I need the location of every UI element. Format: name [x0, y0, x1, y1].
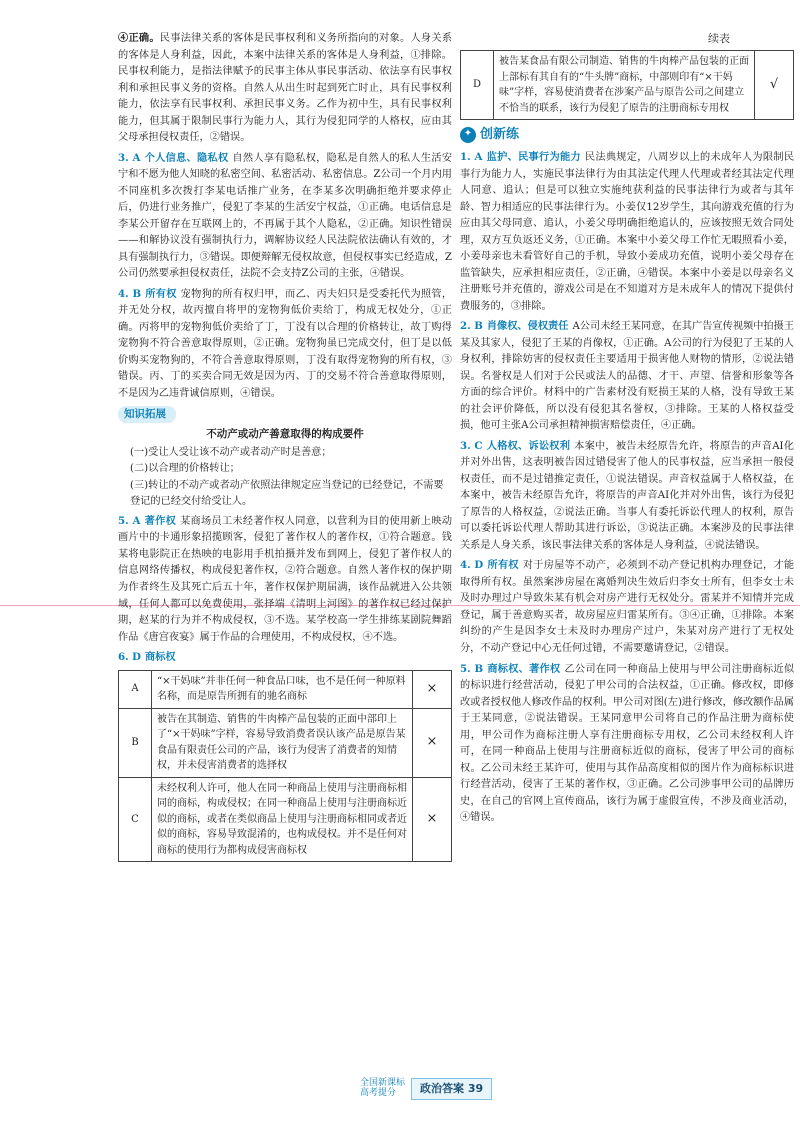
- topic-tag: 商标权、著作权: [487, 662, 561, 675]
- question-number: 4. D: [460, 559, 484, 572]
- question-number: 3. C: [460, 439, 483, 452]
- section-heading: ✦ 创新练: [460, 124, 794, 145]
- answer-q5: 5. A 著作权 某商场员工未经著作权人同意，以营利为目的使用新上映动画片中的卡通形象招揽顾客，侵犯了著作权人的著作权，①符合题意。钱某将电影院正在热映的电影用手机拍摄并发布到网上，侵犯了著作权人的信息网络传播权，构成侵犯著作权，②符合题意。自然人著作权的保护期为作者终生及其死亡后五十年，著作权保护期届满，该作品就进入公共领域，任何人都可以免费使用，张择端《清明上河图》的著作权已经过保护期，赵某的行为并不构成侵权，③不选。某学校高一学生排练某剧院舞蹈作品《唐宫夜宴》属于作品的合理使用，不构成侵权，④不选。: [118, 514, 453, 643]
- question-number: 3. A: [118, 151, 141, 164]
- table-row: C 未经权利人许可，他人在同一种商品上使用与注册商标相同的商标，构成侵权；在同一种商品上使用与注册商标近似的商标，或者在类似商品上使用与注册商标相同或者近似的商标，容易导致混淆的，也构成侵权。并不是任何对商标的使用行为都构成侵害商标权 ×: [119, 777, 452, 862]
- cross-mark-icon: ×: [413, 670, 452, 708]
- right-column: [460, 48, 794, 830]
- answer-q4: 4. D 所有权 对于房屋等不动产，必须到不动产登记机构办理登记，才能取得所有权。虽然案涉房屋在离婚判决生效后归李女士所有，但李女士未及时办理过户导致朱某有机会对房产进行无权处分。雷某并不知情并完成登记，属于善意购买者，故房屋应归雷某所有。③④正确，①排除。本案纠纷的产生是因李女士未及时办理房产过户，朱某对房产进行了无权处分，不动产登记中心无任何过错，不需要邀请登记，②错误。: [460, 559, 795, 654]
- lightbulb-icon: ✦: [460, 127, 476, 143]
- topic-tag: 肖像权、侵权责任: [486, 320, 569, 333]
- question-number: 4. B: [118, 287, 142, 300]
- page-footer: [360, 1078, 492, 1100]
- answer-q6: [118, 649, 452, 667]
- topic-tag: 商标权: [145, 651, 176, 664]
- knowledge-extension-title: 不动产或动产善意取得的构成要件: [206, 427, 364, 440]
- left-column: [118, 30, 452, 866]
- topic-tag: 监护、民事行为能力: [486, 151, 581, 164]
- table-row: A “×干妈味”并非任何一种食品口味，也不是任何一种原料名称，而是原告所拥有的驰名商标 ×: [119, 670, 452, 708]
- answer-q3: 3. A 个人信息、隐私权 自然人享有隐私权，隐私是自然人的私人生活安宁和不愿为他人知晓的私密空间、私密活动、私密信息。Z公司一个月内用不同座机多次拨打李某电话推广业务，在李某多次明确拒绝并要求停止后，仍进行业务推广，侵犯了李某的生活安宁权益，①正确。电话信息是李某公开留存在互联网上的，不再属于其个人隐私，②正确。知识性错误——和解协议没有强制执行力，调解协议经人民法院依法确认有效的，才具有强制执行力，③错误。即便辩解无侵权故意，但侵权事实已经造成，Z公司仍然要承担侵权责任，法院不会支持Z公司的主张，④错误。: [118, 151, 453, 280]
- knowledge-item: (一)受让人受让该不动产或者动产时是善意；: [130, 446, 332, 458]
- table-row: D 被告某食品有限公司制造、销售的牛肉棒产品包装的正面上部标有其自有的“牛头牌”商标，中部则印有“×干妈味”字样，容易使消费者在涉案产品与原告公司之间建立不恰当的联系，该行为侵犯了原告的注册商标专用权 √: [461, 51, 794, 120]
- knowledge-extension-tag: 知识拓展: [118, 406, 176, 423]
- answer-q2: 2. B 肖像权、侵权责任 A公司未经王某同意，在其广告宣传视频中拍摄王某及其家人，侵犯了王某的肖像权，①正确。A公司的行为侵犯了王某的人身权利，排除妨害的侵权责任主要适用于损害他人财物的情形，②说法错误。名誉权是人们对于公民或法人的品德、才干、声望、信誉和形象等各方面的综合评价。材料中的广告素材没有贬损王某的人格，没有导致王某的社会评价降低，所以没有侵犯其名誉权，③排除。王某的人格权益受损，他可主张A公司承担精神损害赔偿责任，④正确。: [460, 320, 795, 432]
- option-analysis-table: [118, 670, 452, 863]
- question-number: 1. A: [460, 151, 483, 164]
- table-row: B 被告在其制造、销售的牛肉棒产品包装的正面中部印上了“×干妈味”字样，容易导致消费者误认该产品是原告某食品有限责任公司的产品，该行为侵害了消费者的知情权，并未侵害消费者的选择权 ×: [119, 708, 452, 777]
- answer-q1: 1. A 监护、民事行为能力 民法典规定，八周岁以上的未成年人为限制民事行为能力人，实施民事法律行为由其法定代理人代理或者经其法定代理人同意、追认；但是可以独立实施纯获利益的民事法律行为或者与其年龄、智力相适应的民事法律行为。小姜仅12岁学生，其向游戏充值的行为应由其父母同意、追认，小姜父母明确拒绝追认的，应该按照无效合同处理，双方互负返还义务，①正确。本案中小姜父母工作忙无暇照看小姜，小姜母亲也未看管好自己的手机，导致小姜成功充值，说明小姜父母存在监管缺失，应承担相应责任，②正确，④错误。本案中小姜是以母亲名义注册账号并充值的，游戏公司是在不知道对方是未成年人的情况下提供付费服务的，③排除。: [460, 151, 795, 312]
- topic-tag: 人格权、诉讼权利: [486, 439, 571, 452]
- answer-paragraph: ④正确。民事法律关系的客体是民事权利和义务所指向的对象。人身关系的客体是人身利益，因此，本案中法律关系的客体是人身利益，①排除。民事权利能力，是指法律赋予的民事主体从事民事活动、依法享有民事权利和承担民事义务的资格。自然人从出生时起到死亡时止，具有民事权利能力，依法享有民事权利、承担民事义务。乙作为初中生，具有民事权利能力，但其属于限制民事行为能力人，其行为侵犯同学的人格权，应由其父母承担侵权责任，②错误。: [118, 32, 453, 144]
- option-analysis-table-continued: [460, 50, 794, 120]
- answer-q5: 5. B 商标权、著作权 乙公司在同一种商品上使用与甲公司注册商标近似的标识进行经营活动，侵犯了甲公司的合法权益，①正确。修改权，即修改或者授权他人修改作品的权利。甲公司对图(左)进行修改，修改额作品属于王某同意，②说法错误。王某同意甲公司将自己的作品注册为商标使用，甲公司作为商标注册人享有注册商标专用权，乙公司未经权利人许可，在同一种商品上使用与注册商标近似的商标，侵害了甲公司的商标权。乙公司未经王某许可，使用与其作品高度相似的图片作为商标标识进行经营活动，侵害了王某的著作权，③正确。乙公司涉事甲公司的品牌历史，在自己的官网上宣传商品，该行为属于虚假宣传，不涉及商业活动，④错误。: [460, 662, 795, 824]
- knowledge-extension-box: [118, 406, 452, 511]
- page-number-label: 政治答案 39: [411, 1078, 492, 1100]
- knowledge-item: (二)以合理的价格转让；: [130, 463, 240, 475]
- cross-mark-icon: ×: [413, 777, 452, 862]
- question-number: 5. A: [118, 514, 141, 527]
- answer-q3: 3. C 人格权、诉讼权利 本案中，被告未经原告允许，将原告的声音AI化并对外出售，这表明被告因过错侵害了他人的民事权益，应当承担一般侵权责任，而不是过错推定责任，①说法错误。声音权益属于人格权益，在本案中，被告未经原告允许，将原告的声音AI化并对外出售，该行为侵犯了原告的人格权益，②说法正确。当事人有委托诉讼代理人的权利，原告可以委托诉讼代理人帮助其进行诉讼，③说法正确。本案涉及的民事法律关系是人身关系，该民事法律关系的客体是人身利益，④说法错误。: [460, 439, 794, 551]
- answer-q4: 4. B 所有权 宠物狗的所有权归甲，而乙、丙夫妇只是受委托代为照管，并无处分权，故丙擅自将甲的宠物狗低价卖给丁，构成无权处分，①正确。丙将甲的宠物狗低价卖给了丁，丁没有以合理的价格转让，故丁购得宠物狗不符合善意取得原则，②正确。宠物狗虽已完成交付，但丁是以低价购买宠物狗的，不符合善意取得原则，丁没有取得宠物狗的所有权，③错误。丙、丁的买卖合同无效是因为丙、丁的交易不符合善意取得原则，不是因为乙违背诚信原则，④错误。: [118, 287, 453, 399]
- knowledge-item: (三)转让的不动产或者动产依照法律规定应当登记的已经登记，不需要登记的已经交付给受让人。: [130, 479, 444, 508]
- question-number: 5. B: [460, 662, 484, 675]
- publisher-logo: 全国新课标 高考提分: [360, 1078, 406, 1099]
- cross-mark-icon: ×: [413, 708, 452, 777]
- continued-label: 续表: [708, 32, 730, 45]
- topic-tag: 著作权: [144, 514, 177, 527]
- topic-tag: 所有权: [487, 559, 519, 572]
- check-mark-icon: √: [755, 51, 794, 120]
- topic-tag: 所有权: [145, 287, 177, 300]
- question-number: 2. B: [460, 320, 483, 333]
- question-number: 6. D: [118, 651, 142, 664]
- topic-tag: 个人信息、隐私权: [144, 151, 229, 164]
